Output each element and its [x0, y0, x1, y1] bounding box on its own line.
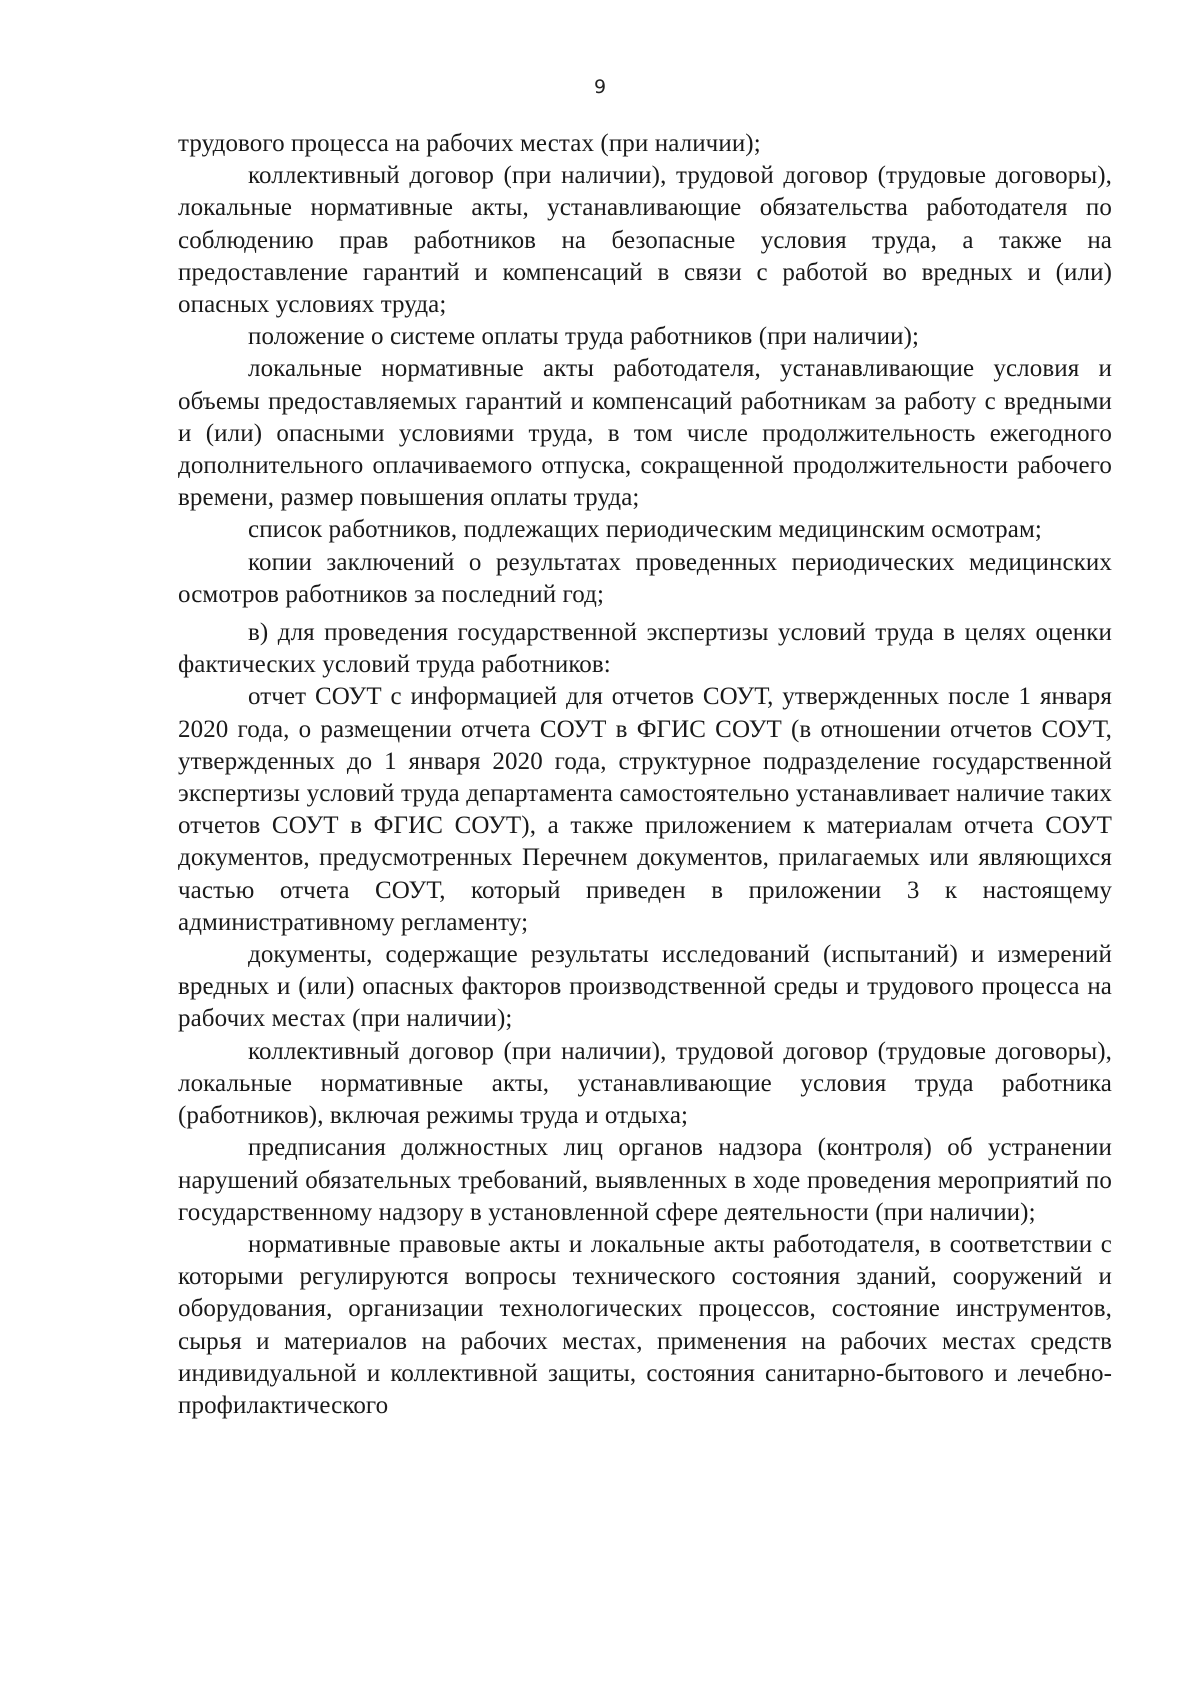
document-body	[178, 128, 1112, 1422]
paragraph: коллективный договор (при наличии), трудовой договор (трудовые договоры), локальные нормативные акты, устанавливающие обязательства работодателя по соблюдению прав работников на безопасные условия труда, а также на предоставление гарантий и компенсаций в связи с работой во вредных и (или) опасных условиях труда;	[178, 162, 1112, 319]
page-number: 9	[593, 76, 607, 98]
paragraph-continuation: трудового процесса на рабочих местах (при наличии);	[178, 130, 761, 157]
paragraph-subsection-v: в) для проведения государственной экспертизы условий труда в целях оценки фактических условий труда работников:	[178, 619, 1112, 679]
paragraph: предписания должностных лиц органов надзора (контроля) об устранении нарушений обязательных требований, выявленных в ходе проведения мероприятий по государственному надзору в установленной сфере деятельности (при наличии);	[178, 1134, 1112, 1226]
paragraph: нормативные правовые акты и локальные акты работодателя, в соответствии с которыми регулируются вопросы технического состояния зданий, сооружений и оборудования, организации технологических процессов, состояние инструментов, сырья и материалов на рабочих местах, применения на рабочих местах средств индивидуальной и коллективной защиты, состояния санитарно-бытового и лечебно-профилактического	[178, 1230, 1112, 1419]
paragraph: локальные нормативные акты работодателя, устанавливающие условия и объемы предоставляемых гарантий и компенсаций работникам за работу с вредными и (или) опасными условиями труда, в том числе продолжительность ежегодного дополнительного оплачиваемого отпуска, сокращенной продолжительности рабочего времени, размер повышения оплаты труда;	[178, 355, 1112, 512]
paragraph: копии заключений о результатах проведенных периодических медицинских осмотров работников за последний год;	[178, 548, 1112, 608]
paragraph: положение о системе оплаты труда работников (при наличии);	[248, 323, 920, 351]
paragraph: коллективный договор (при наличии), трудовой договор (трудовые договоры), локальные нормативные акты, устанавливающие условия труда работника (работников), включая режимы труда и отдыха;	[178, 1037, 1112, 1130]
paragraph: отчет СОУТ с информацией для отчетов СОУТ, утвержденных после 1 января 2020 года, о размещении отчета СОУТ в ФГИС СОУТ (в отношении отчетов СОУТ, утвержденных до 1 января 2020 года, структурное подразделение государственной экспертизы условий труда департамента самостоятельно устанавливает наличие таких отчетов СОУТ в ФГИС СОУТ), а также приложением к материалам отчета СОУТ документов, предусмотренных Перечнем документов, прилагаемых или являющихся частью отчета СОУТ, который приведен в приложении 3 к настоящему административному регламенту;	[178, 683, 1112, 936]
paragraph: документы, содержащие результаты исследований (испытаний) и измерений вредных и (или) опасных факторов производственной среды и трудового процесса на рабочих местах (при наличии);	[178, 941, 1112, 1033]
paragraph: список работников, подлежащих периодическим медицинским осмотрам;	[248, 516, 1042, 544]
